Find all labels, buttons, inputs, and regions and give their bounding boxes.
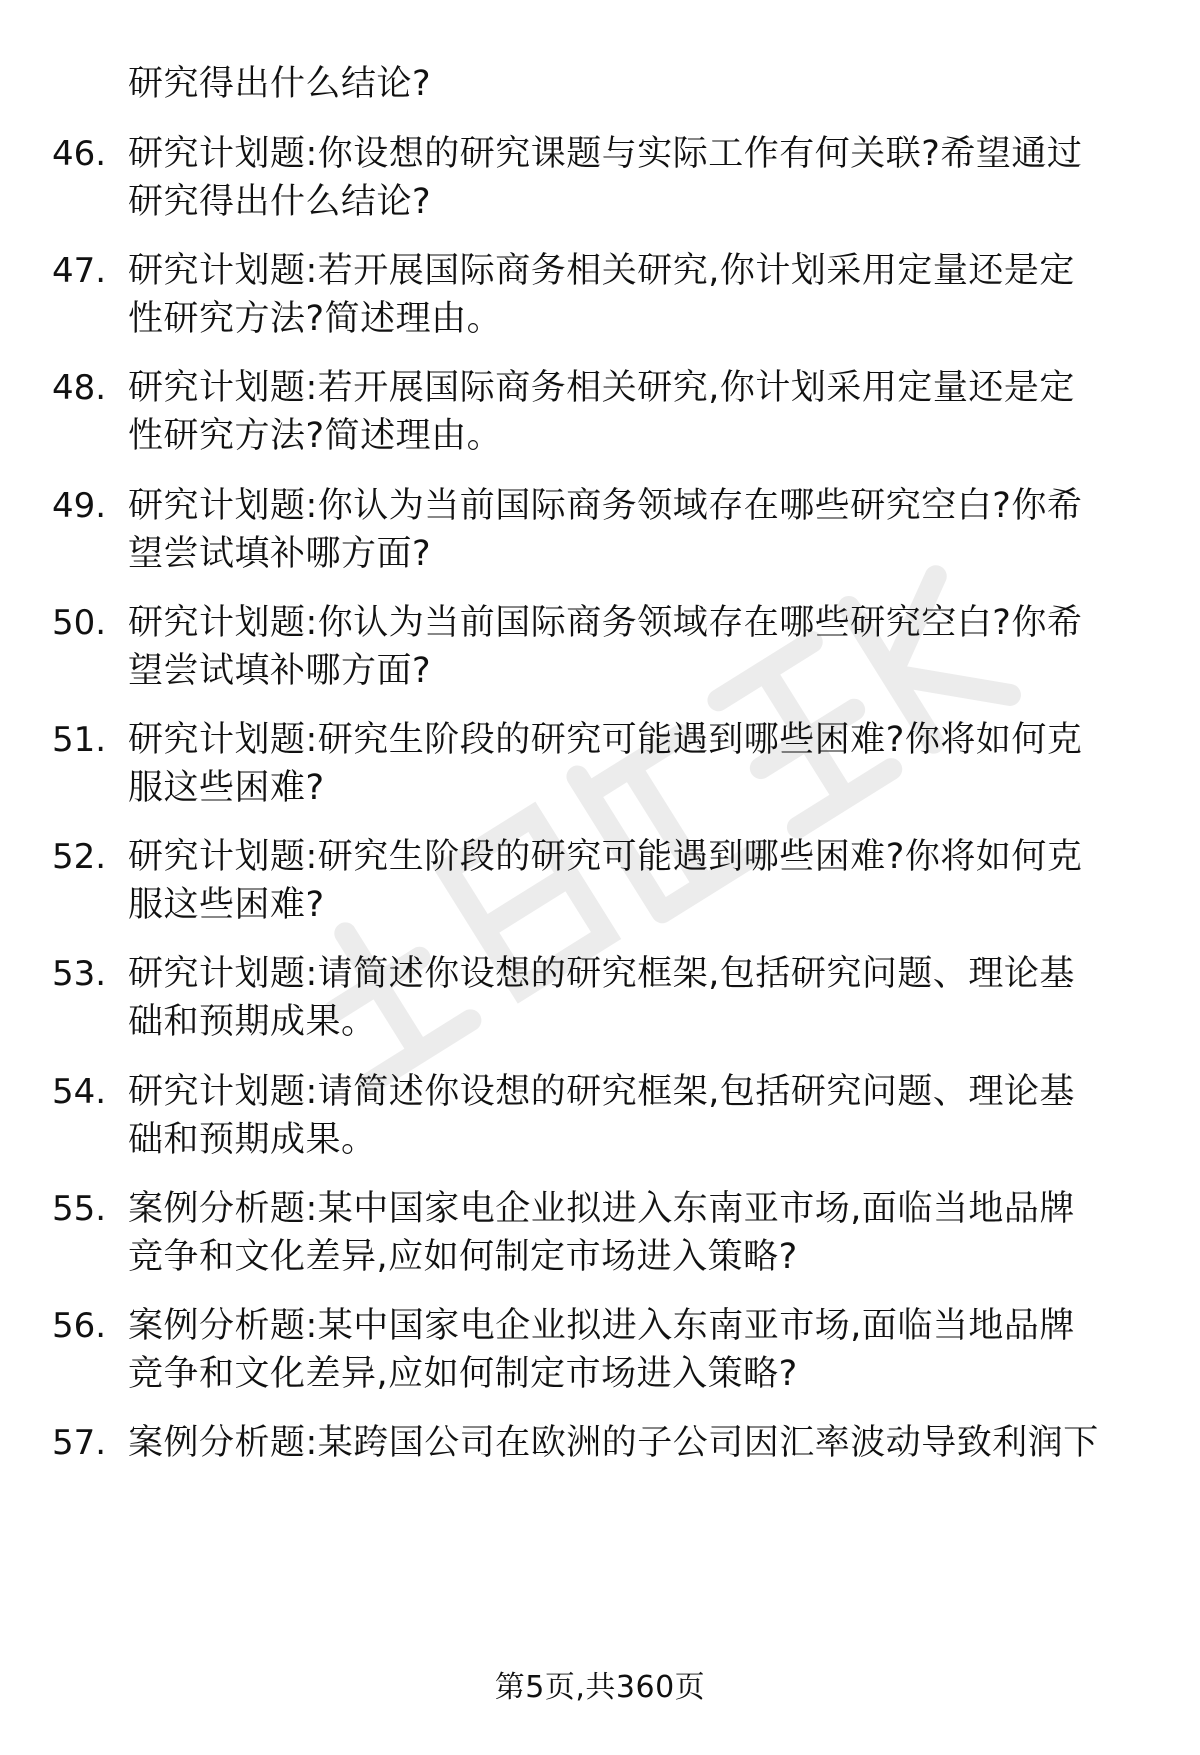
question-text-line: 研究计划题:研究生阶段的研究可能遇到哪些困难?你将如何克 (128, 837, 1083, 878)
question-text (128, 247, 1138, 343)
question-text-line: 础和预期成果。 (128, 1119, 377, 1160)
question-text-line: 性研究方法?简述理由。 (128, 299, 503, 340)
question-number: 53. (52, 954, 107, 995)
question-text (128, 1068, 1138, 1164)
question-text-line: 研究计划题:你认为当前国际商务领域存在哪些研究空白?你希 (128, 485, 1083, 526)
question-number: 49. (52, 485, 107, 526)
question-text-line: 案例分析题:某跨国公司在欧洲的子公司因汇率波动导致利润下 (128, 1423, 1099, 1464)
question-text-line: 性研究方法?简述理由。 (128, 416, 503, 457)
question-text-line: 竞争和文化差异,应如何制定市场进入策略? (128, 1236, 798, 1277)
continued-question-text: 研究得出什么结论? (128, 64, 432, 104)
question-text (128, 716, 1138, 812)
question-text-line: 研究计划题:请简述你设想的研究框架,包括研究问题、理论基 (128, 954, 1075, 995)
question-text-line: 服这些困难? (128, 885, 325, 926)
question-text-line: 础和预期成果。 (128, 1002, 377, 1043)
question-text-line: 服这些困难? (128, 768, 325, 808)
question-text (128, 950, 1138, 1046)
question-number: 46. (52, 134, 107, 174)
question-text (128, 1185, 1138, 1281)
question-text (128, 599, 1138, 695)
question-text-line: 研究计划题:若开展国际商务相关研究,你计划采用定量还是定 (128, 368, 1075, 409)
question-text-line: 研究计划题:你认为当前国际商务领域存在哪些研究空白?你希 (128, 602, 1083, 643)
question-text-line: 研究计划题:研究生阶段的研究可能遇到哪些困难?你将如何克 (128, 720, 1083, 760)
question-number: 48. (52, 368, 107, 409)
question-number: 54. (52, 1071, 107, 1112)
question-text (128, 364, 1138, 460)
question-text (128, 482, 1138, 578)
question-number: 50. (52, 602, 107, 643)
question-text-line: 研究计划题:请简述你设想的研究框架,包括研究问题、理论基 (128, 1071, 1075, 1112)
question-number: 55. (52, 1188, 107, 1229)
question-text-line: 望尝试填补哪方面? (128, 533, 432, 574)
question-text-line: 案例分析题:某中国家电企业拟进入东南亚市场,面临当地品牌 (128, 1306, 1075, 1346)
question-text-line: 望尝试填补哪方面? (128, 650, 432, 691)
question-text-line: 案例分析题:某中国家电企业拟进入东南亚市场,面临当地品牌 (128, 1188, 1075, 1229)
question-text (128, 130, 1138, 226)
question-text (128, 1302, 1138, 1398)
question-number: 52. (52, 837, 107, 878)
question-number: 56. (52, 1306, 107, 1346)
question-text-line: 竞争和文化差异,应如何制定市场进入策略? (128, 1354, 798, 1394)
question-text (128, 833, 1138, 929)
question-number: 47. (52, 251, 107, 292)
question-text-line: 研究计划题:若开展国际商务相关研究,你计划采用定量还是定 (128, 251, 1075, 292)
question-text (128, 1419, 1138, 1467)
question-text-line: 研究得出什么结论? (128, 182, 432, 222)
page-footer: 第5页,共360页 (494, 1670, 706, 1705)
question-number: 51. (52, 720, 107, 760)
question-number: 57. (52, 1423, 107, 1464)
question-text-line: 研究计划题:你设想的研究课题与实际工作有何关联?希望通过 (128, 134, 1083, 174)
